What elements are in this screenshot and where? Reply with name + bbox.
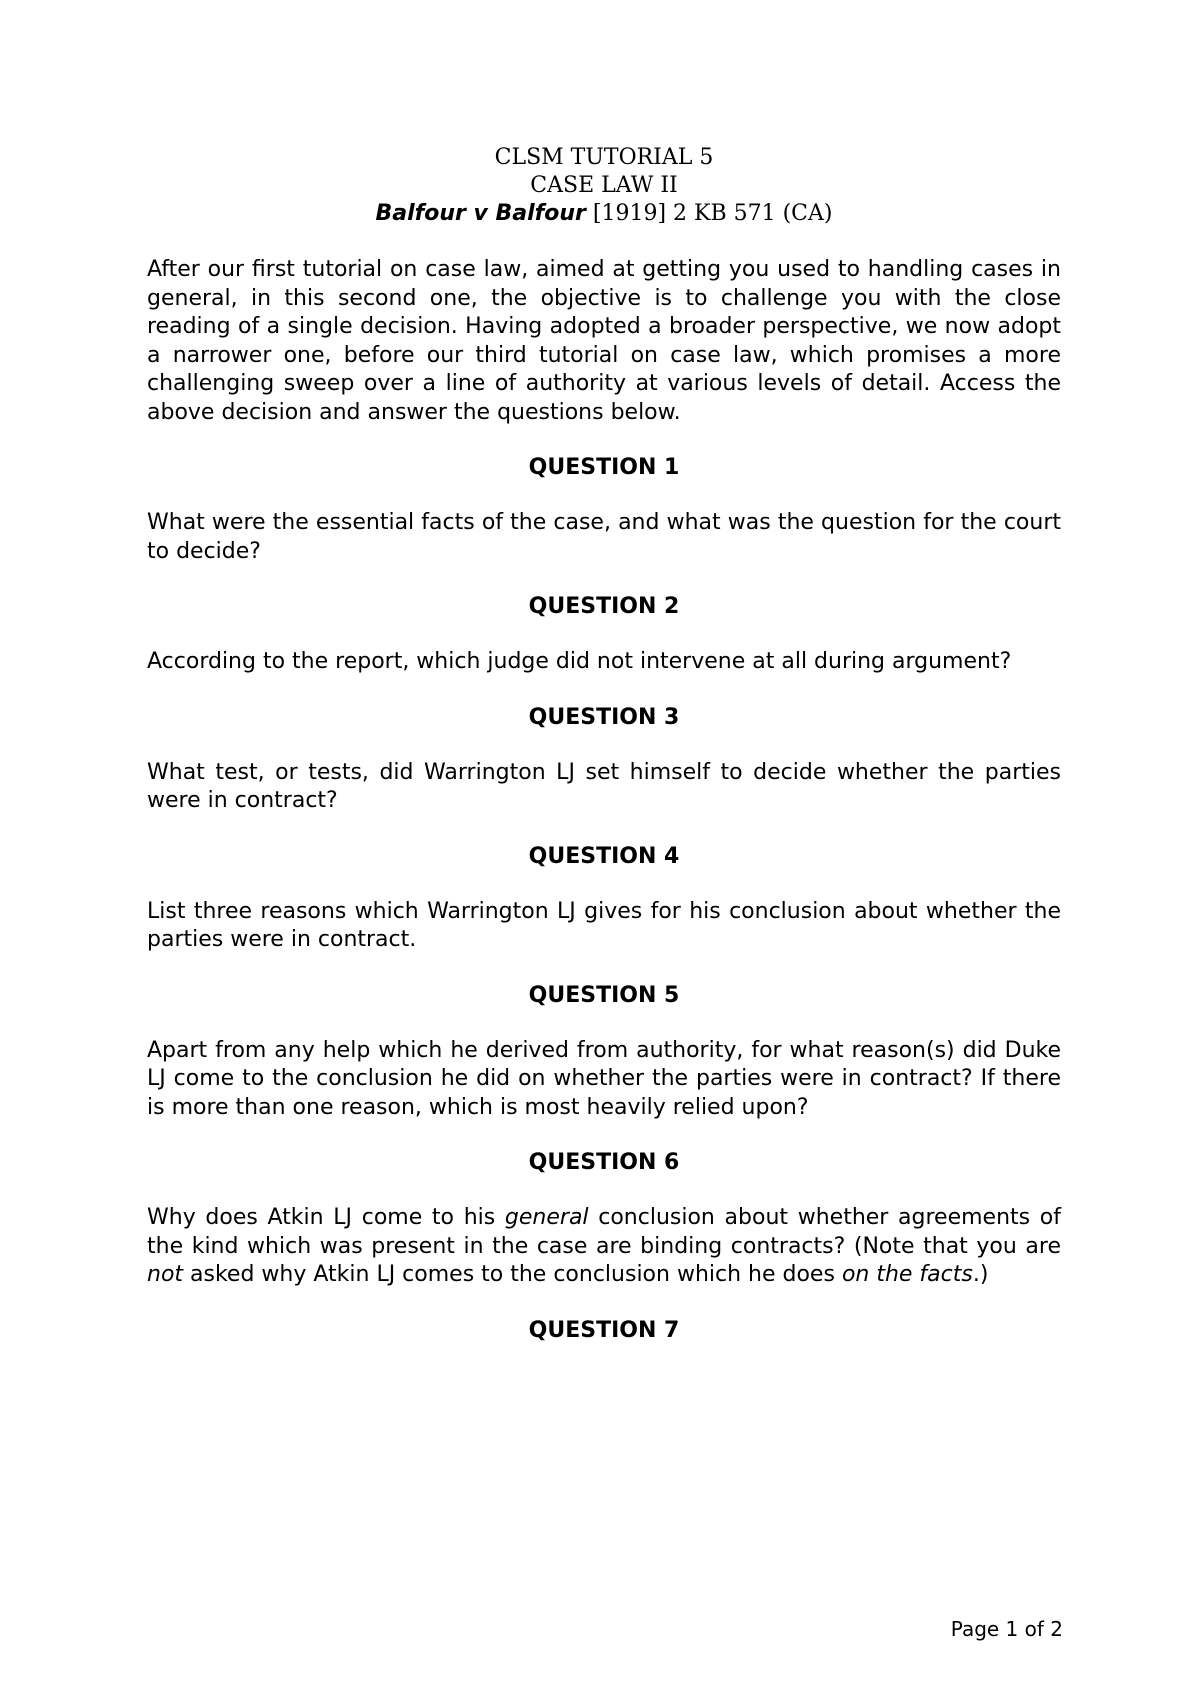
question-6-text-d: .) [972, 1262, 989, 1287]
case-name: Balfour v Balfour [375, 201, 586, 226]
case-citation [147, 200, 1061, 228]
question-6-text [147, 1204, 1061, 1290]
question-6-emphasis-general: general [504, 1205, 589, 1230]
question-6-heading: QUESTION 6 [528, 1150, 680, 1175]
document-body [147, 144, 1061, 1345]
question-4-heading: QUESTION 4 [528, 843, 680, 869]
question-2-text: According to the report, which judge did not intervene at all during argument? [147, 649, 1012, 674]
tutorial-subtitle: CASE LAW II [530, 173, 678, 198]
page-number: Page 1 of 2 [950, 1617, 1063, 1641]
question-6-emphasis-not: not [147, 1262, 184, 1287]
tutorial-title: CLSM TUTORIAL 5 [494, 145, 714, 170]
question-3-text: What test, or tests, did Warrington LJ set himself to decide whether the parties were in contract? [147, 759, 1061, 813]
intro-paragraph: After our first tutorial on case law, aimed at getting you used to handling cases in general, in this second one, the objective is to challenge you with the close reading of a single decision. Having adopted a broader perspective, we now adopt a narrower one, before our third tutorial on case law, which promises a more challenging sweep over a line of authority at various levels of detail. Access the above decision and answer the questions below. [147, 257, 1061, 425]
question-5-text: Apart from any help which he derived from authority, for what reason(s) did Duke LJ come to the conclusion he did on whether the parties were in contract? If there is more than one reason, which is most heavily relied upon? [147, 1037, 1061, 1120]
question-6-text-a: Why does Atkin LJ come to his [147, 1205, 505, 1230]
question-6-text-b: conclusion about whether agreements of the kind which was present in the case are binding contracts? (Note that you are [147, 1205, 1061, 1259]
question-1-text: What were the essential facts of the case, and what was the question for the court to decide? [147, 510, 1061, 564]
question-6-emphasis-on-the-facts: on the facts [841, 1262, 973, 1287]
question-3-heading: QUESTION 3 [528, 704, 680, 730]
document-header [147, 144, 1061, 228]
question-6-text-c: asked why Atkin LJ comes to the conclusion which he does [183, 1262, 842, 1287]
question-2-heading: QUESTION 2 [528, 594, 680, 619]
question-1-heading: QUESTION 1 [528, 455, 680, 480]
question-4-text: List three reasons which Warrington LJ gives for his conclusion about whether the parties were in contract. [147, 898, 1061, 952]
question-5-heading: QUESTION 5 [528, 982, 680, 1008]
citation-text: [1919] 2 KB 571 (CA) [585, 201, 833, 226]
question-7-heading: QUESTION 7 [528, 1317, 680, 1343]
